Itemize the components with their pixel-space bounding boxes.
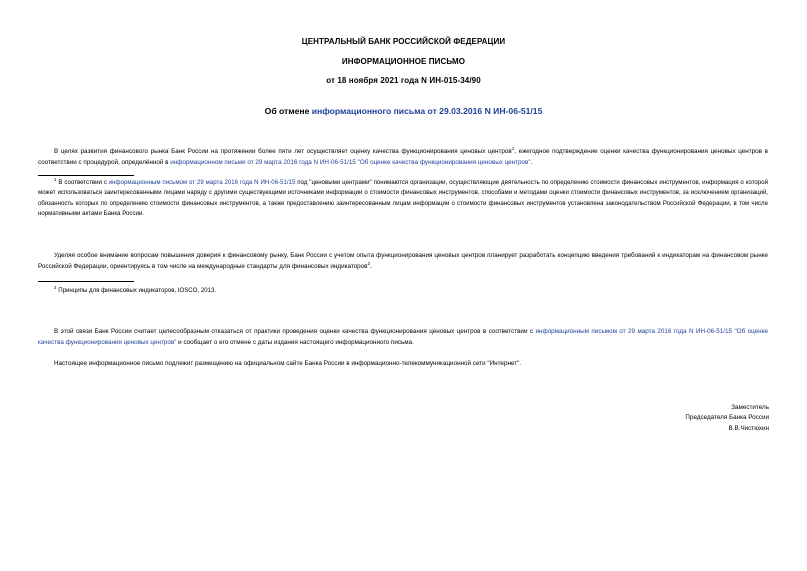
subject-prefix: Об отмене <box>264 106 312 116</box>
paragraph-4: Настоящее информационное письмо подлежит размещению на официальном сайте Банка России в информационно-телекоммуникационной сети "Интернет". <box>54 360 522 367</box>
paragraph-3 <box>38 327 768 348</box>
footnote-1-mark: 1 <box>54 176 57 182</box>
footnote-1-link[interactable]: информационным письмом от 29 марта 2016 года N ИН-06-51/15 <box>108 179 296 186</box>
footnote-ref-2[interactable]: 2 <box>367 260 371 266</box>
footnote-1-text-a: В соответствии с <box>56 179 109 186</box>
footnote-separator-1 <box>38 175 134 176</box>
paragraph-2-text-a: Уделяя особое внимание вопросам повышения доверия к финансовому рынку, Банк России с учетом опыта функционирования ценовых центров планирует разработать концепцию введения требований к индикаторам на финансовом рынке Российской Федерации, ориентируясь в том числе на международные стандарты для финансовых индикаторов <box>38 252 768 270</box>
document-type: ИНФОРМАЦИОННОЕ ПИСЬМО <box>341 57 466 66</box>
footnote-1-text-b: под "ценовыми центрами" понимаются организации, осуществляющие деятельность по определению стоимости финансовых инструментов, информация о которой может использоваться заинтересованными лицами наряду с другими существующими источниками информации о стоимости финансовых инструментов, способами и методами оценки стоимости финансовых инструментов, за исключением организаций, обязанность которых по определению стоимости финансовых инструментов, а также предоставлению заинтересованным лицам информации о стоимости финансовых инструментов установлена законодательством Российской Федерации, в том числе нормативными актами Банка России. <box>38 179 768 218</box>
document-subject <box>0 106 807 116</box>
paragraph-3-link[interactable]: информационным письмом от 29 марта 2016 года N ИН-06-51/15 "Об оценке качества функционирования ценовых центров" <box>38 328 768 346</box>
footnote-2 <box>38 286 768 296</box>
paragraph-1-text-c: . <box>530 158 533 166</box>
footnote-2-text: Принципы для финансовых индикаторов, IOSCO, 2013. <box>56 287 217 294</box>
signature-name: В.В.Чистюхин <box>728 424 769 432</box>
signature-block <box>685 403 769 434</box>
footnote-separator-2 <box>38 281 134 282</box>
document-date-number: от 18 ноября 2021 года N ИН-015-34/90 <box>326 76 481 85</box>
subject-link[interactable]: информационного письма от 29.03.2016 N ИН-06-51/15 <box>311 106 543 116</box>
paragraph-1-text-a: В целях развития финансового рынка Банк России на протяжении более пяти лет осуществляет оценку качества функционирования ценовых центров <box>54 148 512 155</box>
paragraph-1-text-b: , ежегодное подтверждение оценки качества функционирования ценовых центров в соответствии с процедурой, определённой в <box>38 148 768 166</box>
footnote-ref-1[interactable]: 1 <box>511 145 515 151</box>
paragraph-1-link[interactable]: информационном письме от 29 марта 2016 года N ИН-06-51/15 "Об оценке качества функционирования ценовых центров" <box>170 158 531 166</box>
paragraph-1 <box>38 147 768 168</box>
paragraph-3-text-b: и сообщает о его отмене с даты издания настоящего информационного письма. <box>176 338 414 346</box>
signature-title: Председателя Банка России <box>685 414 769 422</box>
paragraph-3-text-a: В этой связи Банк России считает целесообразным отказаться от практики проведения оценки качества функционирования ценовых центров в соответствии с <box>54 328 536 335</box>
paragraph-2-text-b: . <box>370 262 372 270</box>
issuer-title: ЦЕНТРАЛЬНЫЙ БАНК РОССИЙСКОЙ ФЕДЕРАЦИИ <box>301 37 506 46</box>
signature-position: Заместитель <box>731 404 769 411</box>
footnote-1 <box>38 178 768 220</box>
paragraph-2 <box>38 251 768 272</box>
footnote-2-mark: 2 <box>54 284 57 290</box>
